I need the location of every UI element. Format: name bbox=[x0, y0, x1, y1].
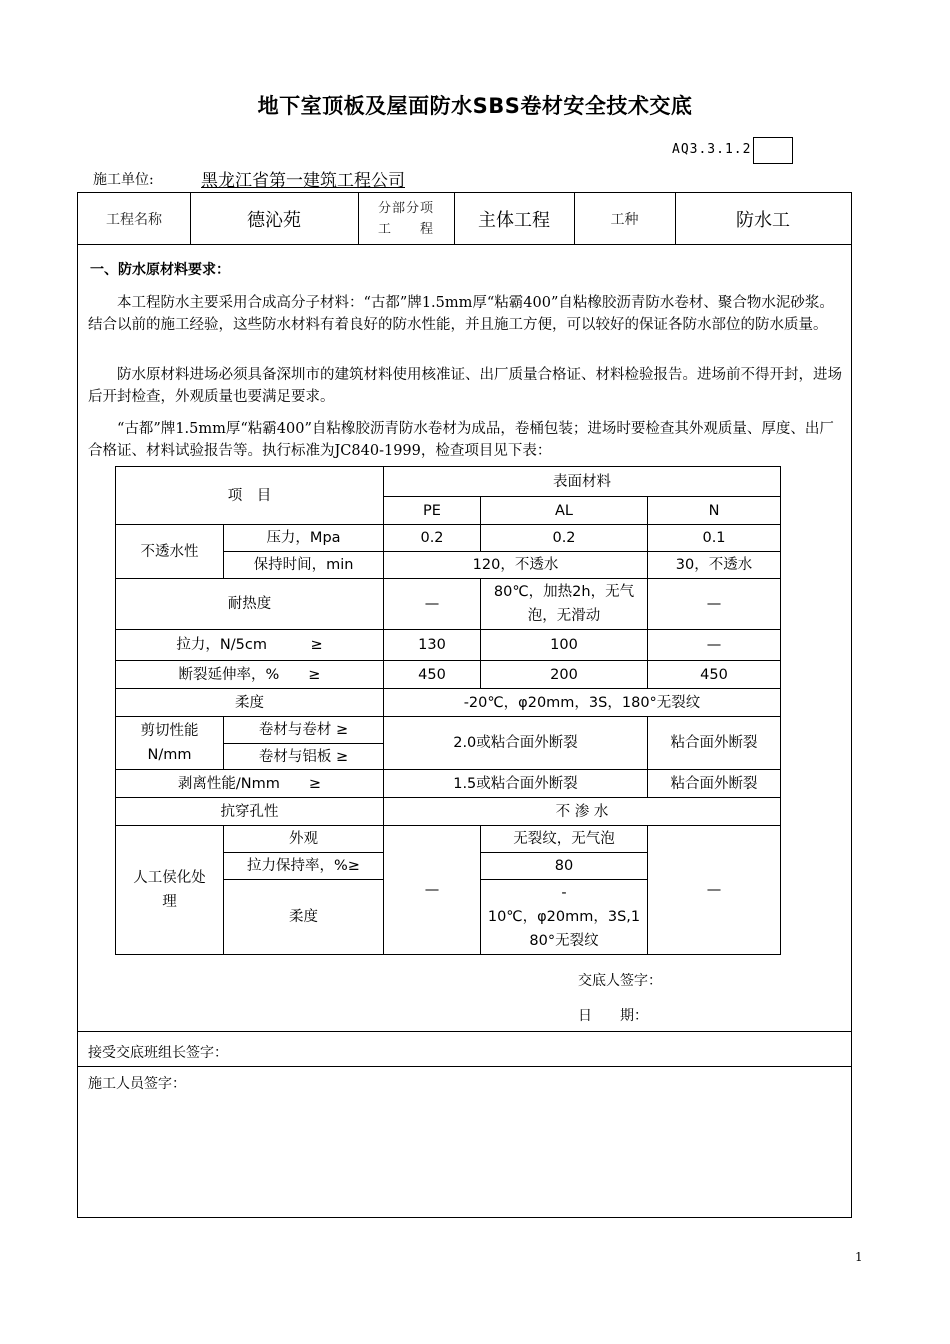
header-divider bbox=[78, 244, 851, 245]
disclosure-date: 日 期： bbox=[578, 1008, 648, 1024]
aging-tensile-label: 拉力保持率，%≥ bbox=[224, 853, 384, 880]
main-divider bbox=[78, 1031, 851, 1032]
aging-flex-al bbox=[481, 880, 648, 955]
doc-code-box bbox=[753, 137, 793, 164]
shear-label-line1: 剪切性能 bbox=[140, 723, 199, 739]
subproject-label-line2: 工 程 bbox=[377, 221, 434, 237]
aging-label-line1: 人工侯化处 bbox=[133, 870, 206, 886]
heat-al-line1: 80℃，加热2h，无气 bbox=[493, 584, 635, 600]
elongation-label: 断裂延伸率，% ≥ bbox=[116, 661, 384, 689]
workers-signature: 施工人员签字： bbox=[88, 1076, 186, 1092]
heat-label: 耐热度 bbox=[116, 579, 384, 630]
heat-n: — bbox=[648, 579, 781, 630]
shear-n: 粘合面外断裂 bbox=[648, 717, 781, 770]
aging-flex-al-line3: 80°无裂纹 bbox=[529, 933, 599, 949]
section-title: 一、防水原材料要求： bbox=[90, 262, 230, 278]
aging-flex-label: 柔度 bbox=[224, 880, 384, 955]
surface-n: N bbox=[648, 497, 781, 525]
hold-pe-al: 120，不透水 bbox=[384, 552, 648, 579]
pressure-al: 0.2 bbox=[481, 525, 648, 552]
page-number: 1 bbox=[855, 1250, 863, 1264]
surface-header: 表面材料 bbox=[384, 467, 781, 497]
impermeability-label: 不透水性 bbox=[116, 525, 224, 579]
heat-al bbox=[481, 579, 648, 630]
spec-table bbox=[115, 466, 781, 955]
page-title: 地下室顶板及屋面防水SBS卷材安全技术交底 bbox=[257, 94, 693, 118]
project-value: 德沁苑 bbox=[247, 209, 301, 231]
elongation-pe: 450 bbox=[384, 661, 481, 689]
aging-flex-al-line2: 10℃，φ20mm，3S,1 bbox=[487, 909, 641, 925]
aging-pe: — bbox=[384, 826, 481, 955]
shear-label bbox=[116, 717, 224, 770]
subproject-value: 主体工程 bbox=[478, 209, 550, 231]
peel-n: 粘合面外断裂 bbox=[648, 770, 781, 798]
hold-label: 保持时间，min bbox=[224, 552, 384, 579]
hold-n: 30，不透水 bbox=[648, 552, 781, 579]
aging-label bbox=[116, 826, 224, 955]
trade-value: 防水工 bbox=[736, 209, 790, 231]
discloser-signature: 交底人签字： bbox=[578, 973, 662, 989]
paragraph-certificates: 防水原材料进场必须具备深圳市的建筑材料使用核准证、出厂质量合格证、材料检验报告。进场前不得开封，进场后开封检查，外观质量也要满足要求。 bbox=[88, 367, 842, 405]
construction-unit-value: 黑龙江省第一建筑工程公司 bbox=[201, 171, 405, 191]
shear-label-line2: N/mm bbox=[147, 747, 192, 763]
subproject-label-line1: 分部分项 bbox=[377, 200, 434, 216]
pressure-pe: 0.2 bbox=[384, 525, 481, 552]
pressure-label: 压力，Mpa bbox=[224, 525, 384, 552]
aging-flex-al-line1: - bbox=[561, 885, 567, 901]
surface-pe: PE bbox=[384, 497, 481, 525]
team-leader-signature: 接受交底班组长签字： bbox=[88, 1045, 228, 1061]
elongation-al: 200 bbox=[481, 661, 648, 689]
shear-sub-roll: 卷材与卷材 ≥ bbox=[224, 717, 384, 744]
leader-divider bbox=[78, 1066, 851, 1067]
flexibility-label: 柔度 bbox=[116, 689, 384, 717]
aging-label-line2: 理 bbox=[162, 894, 177, 910]
paragraph-materials: 本工程防水主要采用合成高分子材料：“古都”牌1.5mm厚“粘霸400”自粘橡胶沥青防水卷材、聚合物水泥砂浆。结合以前的施工经验，这些防水材料有着良好的防水性能，并且施工方便，可以较好的保证各防水部位的防水质量。 bbox=[88, 295, 834, 333]
item-header: 项 目 bbox=[116, 467, 384, 525]
tensile-al: 100 bbox=[481, 630, 648, 661]
tensile-n: — bbox=[648, 630, 781, 661]
construction-unit-label: 施工单位: bbox=[93, 172, 154, 188]
aging-look-label: 外观 bbox=[224, 826, 384, 853]
trade-label: 工种 bbox=[610, 211, 639, 228]
tensile-pe: 130 bbox=[384, 630, 481, 661]
surface-al: AL bbox=[481, 497, 648, 525]
shear-sub-foil: 卷材与铝板 ≥ bbox=[224, 744, 384, 770]
heat-pe: — bbox=[384, 579, 481, 630]
doc-code: AQ3.3.1.2 bbox=[672, 142, 752, 157]
peel-pe-al: 1.5或粘合面外断裂 bbox=[384, 770, 648, 798]
pressure-n: 0.1 bbox=[648, 525, 781, 552]
project-label: 工程名称 bbox=[106, 211, 162, 228]
aging-n: — bbox=[648, 826, 781, 955]
flexibility-value: -20℃，φ20mm，3S，180°无裂纹 bbox=[384, 689, 781, 717]
tensile-label: 拉力，N/5cm ≥ bbox=[116, 630, 384, 661]
elongation-n: 450 bbox=[648, 661, 781, 689]
subproject-label bbox=[358, 193, 454, 244]
aging-tensile-al: 80 bbox=[481, 853, 648, 880]
heat-al-line2: 泡，无滑动 bbox=[527, 608, 601, 624]
shear-pe-al: 2.0或粘合面外断裂 bbox=[384, 717, 648, 770]
puncture-value: 不 渗 水 bbox=[384, 798, 781, 826]
peel-label: 剥离性能/Nmm ≥ bbox=[116, 770, 384, 798]
puncture-label: 抗穿孔性 bbox=[116, 798, 384, 826]
paragraph-inspection: “古都”牌1.5mm厚“粘霸400”自粘橡胶沥青防水卷材为成品，卷桶包装；进场时要检查其外观质量、厚度、出厂合格证、材料试验报告等。执行标准为JC840-1999，检查项目见下表： bbox=[88, 421, 834, 459]
aging-look-al: 无裂纹，无气泡 bbox=[481, 826, 648, 853]
